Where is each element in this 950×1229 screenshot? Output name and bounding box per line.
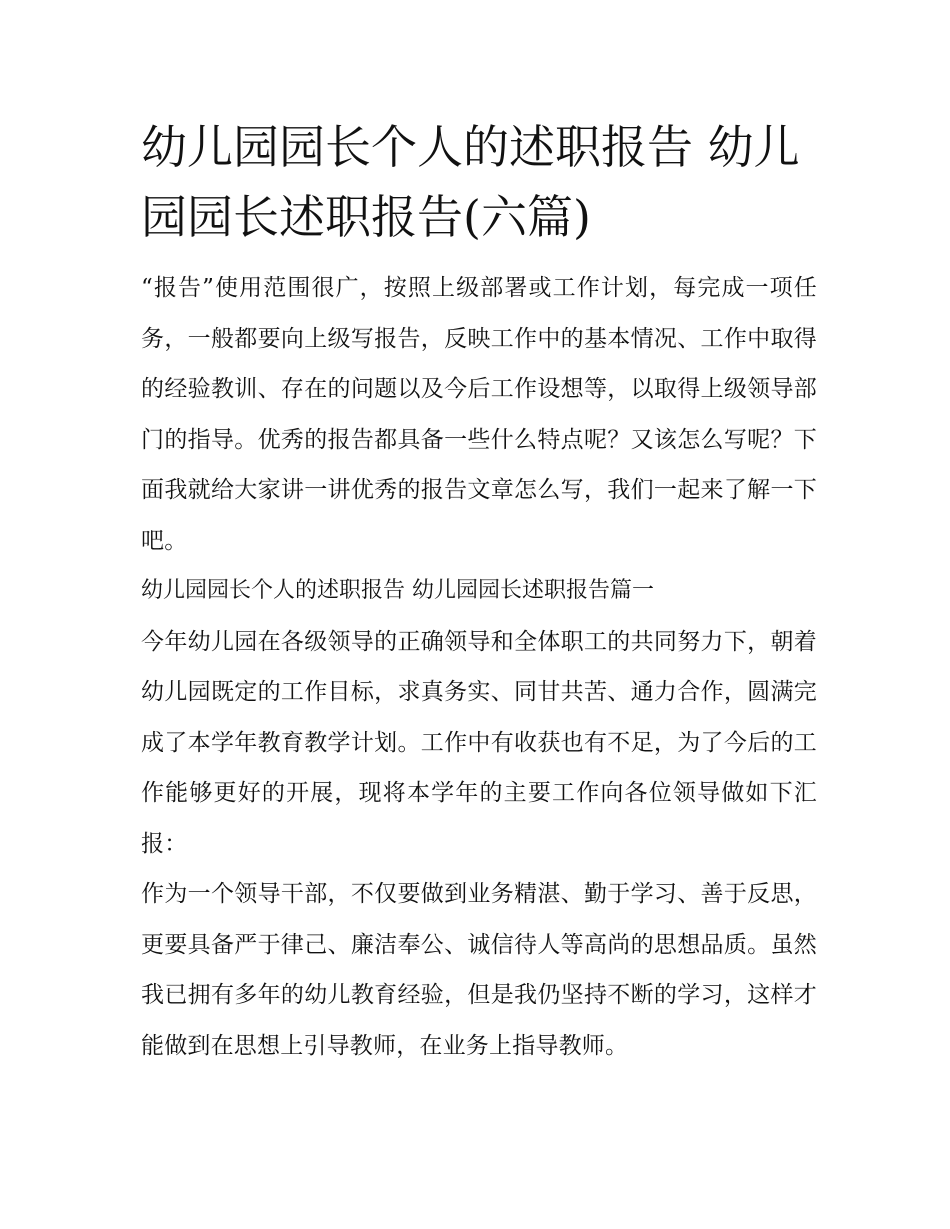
intro-paragraph: “报告”使用范围很广，按照上级部署或工作计划，每完成一项任务，一般都要向上级写报告，反映工作中的基本情况、工作中取得的经验教训、存在的问题以及今后工作设想等，以取得上级领导部门的指导。优秀的报告都具备一些什么特点呢？又该怎么写呢？下面我就给大家讲一讲优秀的报告文章怎么写，我们一起来了解一下吧。 bbox=[141, 275, 817, 554]
body-paragraph: 今年幼儿园在各级领导的正确领导和全体职工的共同努力下，朝着幼儿园既定的工作目标，求真务实、同甘共苦、通力合作，圆满完成了本学年教育教学计划。工作中有收获也有不足，为了今后的工作能够更好的开展，现将本学年的主要工作向各位领导做如下汇报： bbox=[141, 628, 817, 857]
document-body bbox=[141, 112, 817, 1071]
section-heading: 幼儿园园长个人的述职报告 幼儿园园长述职报告篇一 bbox=[141, 578, 654, 603]
body-paragraph: 作为一个领导干部，不仅要做到业务精湛、勤于学习、善于反思，更要具备严于律己、廉洁奉公、诚信待人等高尚的思想品质。虽然我已拥有多年的幼儿教育经验，但是我仍坚持不断的学习，这样才能做到在思想上引导教师，在业务上指导教师。 bbox=[141, 881, 817, 1059]
document-title: 幼儿园园长个人的述职报告 幼儿园园长述职报告(六篇) bbox=[141, 120, 800, 244]
